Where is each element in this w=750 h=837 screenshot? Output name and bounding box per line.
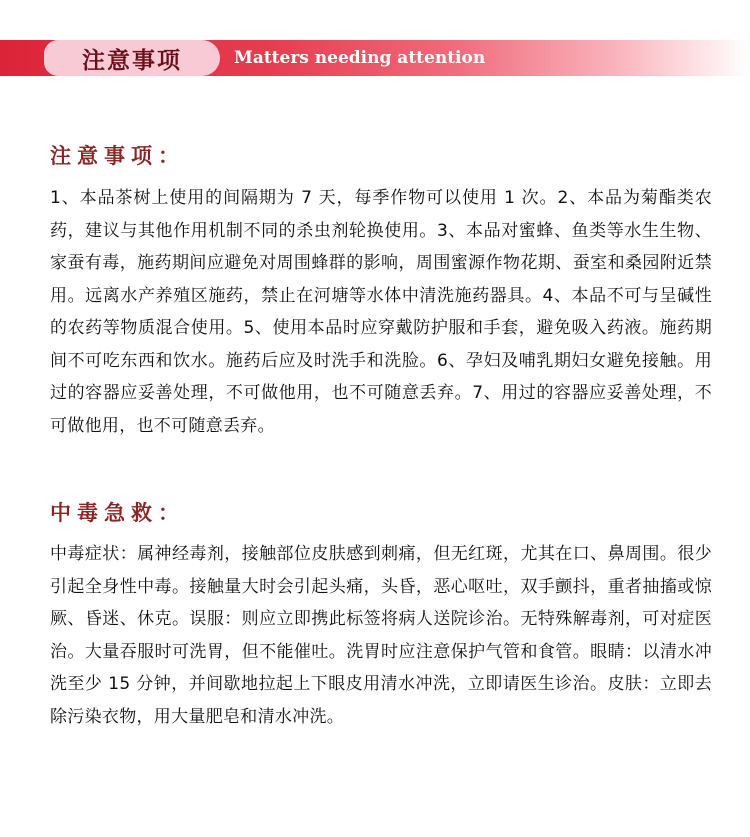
precautions-heading: 注意事项： xyxy=(50,144,185,168)
precautions-body: 1、本品茶树上使用的间隔期为 7 天，每季作物可以使用 1 次。2、本品为菊酯类农药，建议与其他作用机制不同的杀虫剂轮换使用。3、本品对蜜蜂、鱼类等水生生物、家蚕有毒，施药期间应避免对周围蜂群的影响，周围蜜源作物花期、蚕室和桑园附近禁用。远离水产养殖区施药，禁止在河塘等水体中清洗施药器具。4、本品不可与呈碱性的农药等物质混合使用。5、使用本品时应穿戴防护服和手套，避免吸入药液。施药期间不可吃东西和饮水。施药后应及时洗手和洗脸。6、孕妇及哺乳期妇女避免接触。用过的容器应妥善处理，不可做他用，也不可随意丢弃。7、用过的容器应妥善处理，不可做他用，也不可随意丢弃。 xyxy=(50,188,712,436)
banner-title: 注意事项 xyxy=(82,47,182,74)
header-banner xyxy=(0,40,750,76)
banner-subtitle: Matters needing attention xyxy=(234,48,486,68)
banner-title-pill xyxy=(44,40,220,76)
first-aid-heading: 中毒急救： xyxy=(50,501,185,525)
first-aid-body: 中毒症状：属神经毒剂，接触部位皮肤感到刺痛，但无红斑，尤其在口、鼻周围。很少引起全身性中毒。接触量大时会引起头痛，头昏，恶心呕吐，双手颤抖，重者抽搐或惊厥、昏迷、休克。误服：则应立即携此标签将病人送院诊治。无特殊解毒剂，可对症医治。大量吞服时可洗胃，但不能催吐。洗胃时应注意保护气管和食管。眼睛：以清水冲洗至少 15 分钟，并间歇地拉起上下眼皮用清水冲洗，立即请医生诊治。皮肤：立即去除污染衣物，用大量肥皂和清水冲洗。 xyxy=(50,544,712,727)
